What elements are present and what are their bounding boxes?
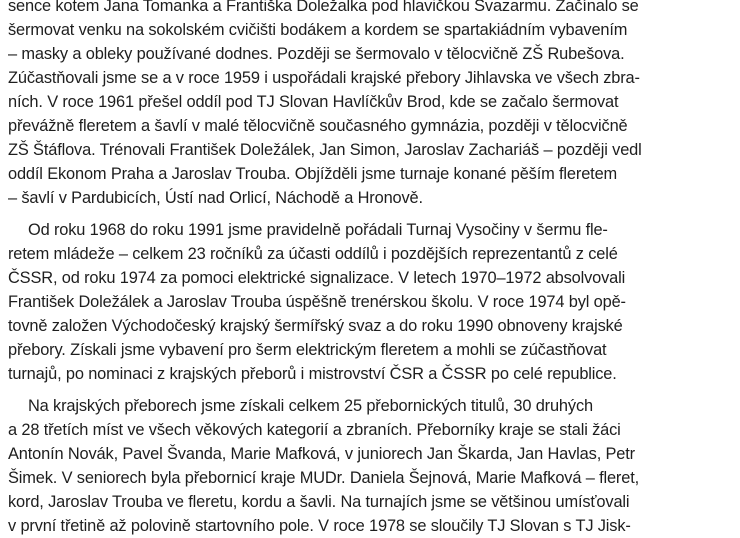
text-line: šermovat venku na sokolském cvičišti bodákem a kordem se spartakiádním vybavením [8,21,628,39]
text-line: retem mládeže – celkem 23 ročníků za účasti oddílů i pozdějších reprezentantů z celé [8,245,618,263]
body-text [8,0,732,538]
text-line: – šavlí v Pardubicích, Ústí nad Orlicí, Náchodě a Hronově. [8,189,423,207]
text-line: ních. V roce 1961 přešel oddíl pod TJ Slovan Havlíčkův Brod, kde se začalo šermovat [8,93,619,111]
text-line: ZŠ Štáflova. Trénovali František Doležálek, Jan Simon, Jaroslav Zachariáš – později vedl [8,141,642,159]
text-line: Antonín Novák, Pavel Švanda, Marie Mafková, v juniorech Jan Škarda, Jan Havlas, Petr [8,445,635,463]
text-line: Od roku 1968 do roku 1991 jsme pravidelně pořádali Turnaj Vysočiny v šermu fle- [28,221,608,239]
text-line: kord, Jaroslav Trouba ve fleretu, kordu a šavli. Na turnajích jsme se většinou umísťovali [8,493,630,511]
text-line: turnajů, po nominaci z krajských přeborů i mistrovství ČSR a ČSSR po celé republice. [8,365,617,383]
text-line: přebory. Získali jsme vybavení pro šerm elektrickým fleretem a mohli se zúčastňovat [8,341,607,359]
text-line: František Doležálek a Jaroslav Trouba úspěšně trenérskou školu. V roce 1974 byl opě- [8,293,626,311]
text-line: Na krajských přeborech jsme získali celkem 25 přebornických titulů, 30 druhých [28,397,593,415]
text-line: Zúčastňovali jsme se a v roce 1959 i uspořádali krajské přebory Jihlavska ve všech zbra- [8,69,640,87]
text-line: a 28 třetích míst ve všech věkových kategorií a zbraních. Přeborníky kraje se stali žáci [8,421,621,439]
text-line: oddíl Ekonom Praha a Jaroslav Trouba. Objížděli jsme turnaje konané pěším fleretem [8,165,618,183]
text-line: sence kotem Jana Tomanka a Františka Doležalka pod hlavičkou Svazarmu. Začínalo se [8,0,639,15]
text-line: převážně fleretem a šavlí v malé tělocvičně současného gymnázia, později v tělocvičně [8,117,628,135]
text-line: v první třetině až polovině startovního pole. V roce 1978 se sloučily TJ Slovan s TJ Jisk- [8,517,631,535]
text-line: Šimek. V seniorech byla přebornicí kraje MUDr. Daniela Šejnová, Marie Mafková – fleret, [8,469,640,487]
text-line: – masky a obleky používané dodnes. Později se šermovalo v tělocvičně ZŠ Rubešova. [8,45,625,63]
text-line: tovně založen Východočeský krajský šermířský svaz a do roku 1990 obnoveny krajské [8,317,623,335]
text-line: ČSSR, od roku 1974 za pomoci elektrické signalizace. V letech 1970–1972 absolvovali [8,269,626,287]
